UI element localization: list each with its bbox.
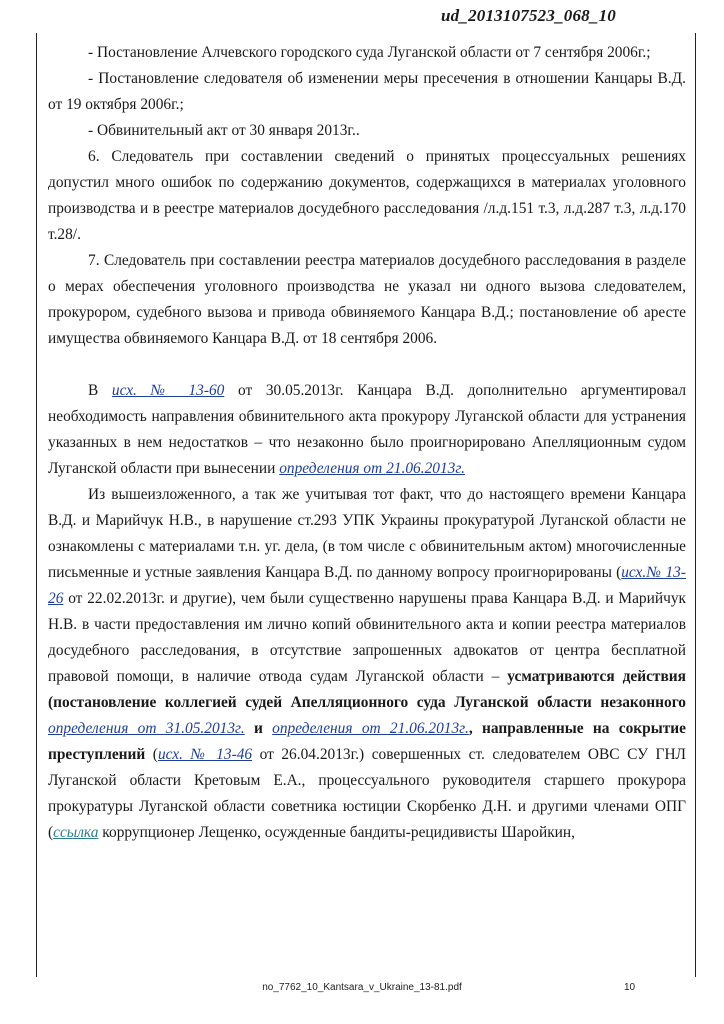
text-run: коррупционер Лещенко, осужденные бандиты-рецидивисты Шаройкин, xyxy=(98,824,575,841)
numbered-item-7: 7. Следователь при составлении реестра материалов досудебного расследования в разделе о мерах обеспечения уголовного производства не указал ни одного вызова следователем, прокурором, судебного вызова и привода обвиняемого Канцара В.Д.; постановление об аресте имущества обвиняемого Канцара В.Д. от 18 сентября 2006. xyxy=(48,252,686,347)
text-run: В xyxy=(88,382,112,399)
bold-run: , направленные на сокрытие преступлений xyxy=(48,720,687,763)
numbered-item-6: 6. Следователь при составлении сведений о принятых процессуальных решениях допустил много ошибок по содержанию документов, содержащихся в материалах уголовного производства и в реестре материалов досудебного расследования /л.д.151 т.3, л.д.287 т.3, л.д.170 т.28/. xyxy=(48,148,686,243)
link-ruling-31-05-2013[interactable]: определения от 31.05.2013г. xyxy=(48,720,245,737)
link-outgoing-13-46[interactable]: исх. № 13-46 xyxy=(157,746,253,763)
paragraph-outgoing-13-60 xyxy=(48,378,686,482)
link-outgoing-13-26[interactable]: исх.№ 13-26 xyxy=(48,564,686,607)
bold-run: и xyxy=(244,720,273,737)
list-item: - Обвинительный акт от 30 января 2013г.. xyxy=(88,122,360,139)
bold-run: усматриваются действия (постановление коллегией судей Апелляционного суда Луганской области незаконного xyxy=(48,668,686,711)
footer-page-number: 10 xyxy=(624,982,636,993)
document-id: ud_2013107523_068_10 xyxy=(441,6,616,25)
text-run: от 30.05.2013г. Канцара В.Д. дополнительно аргументировал необходимость направления обвинительного акта прокурору Луганской области для устранения указанных в нем недостатков – что незаконно было проигнорировано Апелляционным судом Луганской области при вынесении xyxy=(48,382,686,477)
footer-filename: no_7762_10_Kantsara_v_Ukraine_13-81.pdf xyxy=(262,982,462,993)
link-outgoing-13-60[interactable]: исх. № 13-60 xyxy=(111,382,225,399)
link-ruling-21-06-2013-second[interactable]: определения от 21.06.2013г. xyxy=(272,720,469,737)
text-run: ( xyxy=(145,746,158,763)
text-run: от 26.04.2013г.) совершенных ст. следователем ОВС СУ ГНЛ Луганской области Кретовым Е.А., процессуального руководителя старшего прокурора прокуратуры Луганской области советника юстиции Скорбенко Д.Н. и другими членами ОПГ ( xyxy=(48,746,686,841)
document-body xyxy=(48,40,686,846)
paragraph-conclusion xyxy=(48,482,686,846)
text-run: от 22.02.2013г. и другие), чем были существенно нарушены права Канцара В.Д. и Марийчук Н.В. в части предоставления им лично копий обвинительного акта и копии реестра материалов досудебного расследования, в отсутствие запрошенных адвокатов от центра бесплатной правовой помощи, в наличие отвода судам Луганской области – xyxy=(48,590,686,685)
link-ruling-21-06-2013[interactable]: определения от 21.06.2013г. xyxy=(279,460,465,477)
list-item: - Постановление Алчевского городского суда Луганской области от 7 сентября 2006г.; xyxy=(88,44,651,61)
link-reference[interactable]: ссылка xyxy=(53,824,99,841)
text-run: Из вышеизложенного, а так же учитывая тот факт, что до настоящего времени Канцара В.Д. и Марийчук Н.В., в нарушение ст.293 УПК Украины прокуратурой Луганской области не ознакомлены с материалами т.н. уг. дела, (в том числе с обвинительным актом) многочисленные письменные и устные заявления Канцара В.Д. по данному вопросу проигнорированы ( xyxy=(48,486,686,581)
list-item: - Постановление следователя об изменении меры пресечения в отношении Канцары В.Д. от 19 октября 2006г.; xyxy=(48,70,686,113)
